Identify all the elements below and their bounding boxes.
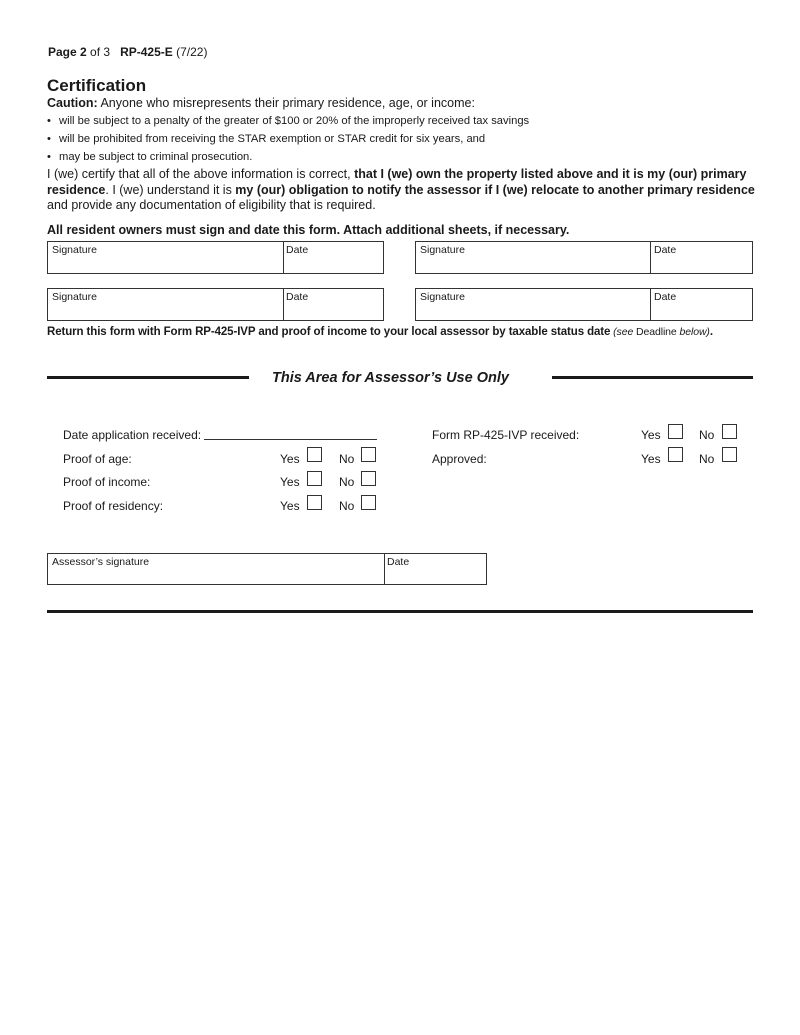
no-label: No: [339, 475, 355, 489]
penalty-list: [47, 114, 529, 168]
assessor-area-title: This Area for Assessor’s Use Only: [272, 370, 509, 386]
proof-income-label: Proof of income:: [63, 475, 151, 489]
signature-label: Signature: [420, 291, 465, 303]
return-instruction: [47, 326, 713, 338]
section-rule-left: [47, 376, 249, 379]
list-item: • will be prohibited from receiving the STAR exemption or STAR credit for six years, and: [47, 132, 529, 150]
yes-label: Yes: [280, 452, 300, 466]
no-label: No: [699, 428, 715, 442]
no-label: No: [339, 452, 355, 466]
list-item: • may be subject to criminal prosecution.: [47, 150, 529, 168]
certification-statement: [47, 167, 759, 214]
return-deadline: Deadline: [636, 326, 677, 338]
date-received-label: Date application received:: [63, 428, 202, 442]
form-ivp-label: Form RP-425-IVP received:: [432, 428, 580, 442]
assessor-signature-label: Assessor’s signature: [52, 556, 150, 568]
divider: [650, 289, 651, 320]
signature-label: Signature: [52, 244, 97, 256]
proof-income-no-checkbox[interactable]: [361, 471, 376, 486]
proof-residency-label: Proof of residency:: [63, 499, 164, 513]
return-bold: Return this form with Form RP-425-IVP and proof of income to your local assessor by taxable status date: [47, 326, 611, 338]
yes-label: Yes: [641, 428, 661, 442]
page-number: Page 2: [48, 45, 87, 59]
owner-signature-box-2[interactable]: [415, 241, 753, 274]
statement-part: . I (we) understand it is: [105, 182, 236, 197]
return-below: below): [676, 326, 710, 338]
date-label: Date: [286, 291, 309, 303]
statement-bold: my (our) obligation to notify the assessor if I (we) relocate to another primary residence: [235, 182, 755, 197]
yes-label: Yes: [280, 475, 300, 489]
proof-age-label: Proof of age:: [63, 452, 132, 466]
owner-signature-box-3[interactable]: [47, 288, 384, 321]
divider: [384, 554, 385, 584]
section-bottom-rule: [47, 610, 753, 613]
yes-label: Yes: [280, 499, 300, 513]
section-rule-right: [552, 376, 753, 379]
approved-label: Approved:: [432, 452, 487, 466]
yes-label: Yes: [641, 452, 661, 466]
form-ivp-no-checkbox[interactable]: [722, 424, 737, 439]
form-ivp-yes-checkbox[interactable]: [668, 424, 683, 439]
owner-signature-box-1[interactable]: [47, 241, 384, 274]
proof-age-no-checkbox[interactable]: [361, 447, 376, 462]
divider: [650, 242, 651, 273]
proof-residency-no-checkbox[interactable]: [361, 495, 376, 510]
signature-label: Signature: [52, 291, 97, 303]
page-header: [48, 45, 207, 59]
no-label: No: [699, 452, 715, 466]
assessor-date-label: Date: [387, 556, 410, 568]
date-received-field[interactable]: [204, 425, 377, 440]
caution-label: Caution:: [47, 96, 98, 110]
date-label: Date: [286, 244, 309, 256]
caution-body: Anyone who misrepresents their primary residence, age, or income:: [97, 96, 475, 110]
signature-label: Signature: [420, 244, 465, 256]
proof-residency-yes-checkbox[interactable]: [307, 495, 322, 510]
caution-text: [47, 96, 475, 110]
form-id: RP-425-E: [120, 45, 173, 59]
proof-income-yes-checkbox[interactable]: [307, 471, 322, 486]
list-item: • will be subject to a penalty of the greater of $100 or 20% of the improperly received tax savings: [47, 114, 529, 132]
divider: [283, 289, 284, 320]
assessor-signature-box[interactable]: [47, 553, 487, 585]
no-label: No: [339, 499, 355, 513]
return-see: (see: [610, 326, 637, 338]
form-revision: (7/22): [176, 45, 208, 59]
approved-yes-checkbox[interactable]: [668, 447, 683, 462]
return-end: .: [709, 326, 713, 338]
statement-part: I (we) certify that all of the above information is correct,: [47, 167, 355, 181]
approved-no-checkbox[interactable]: [722, 447, 737, 462]
date-label: Date: [654, 291, 677, 303]
proof-age-yes-checkbox[interactable]: [307, 447, 322, 462]
certification-title: Certification: [47, 76, 147, 95]
statement-part: and provide any documentation of eligibility that is required.: [47, 198, 376, 212]
date-label: Date: [654, 244, 677, 256]
divider: [283, 242, 284, 273]
page-total: of 3: [90, 45, 111, 59]
must-sign-instruction: All resident owners must sign and date this form. Attach additional sheets, if necessary.: [47, 223, 570, 237]
owner-signature-box-4[interactable]: [415, 288, 753, 321]
statement-bold: that I (we) own the property listed above and it is my (our) primary residence: [47, 167, 747, 197]
